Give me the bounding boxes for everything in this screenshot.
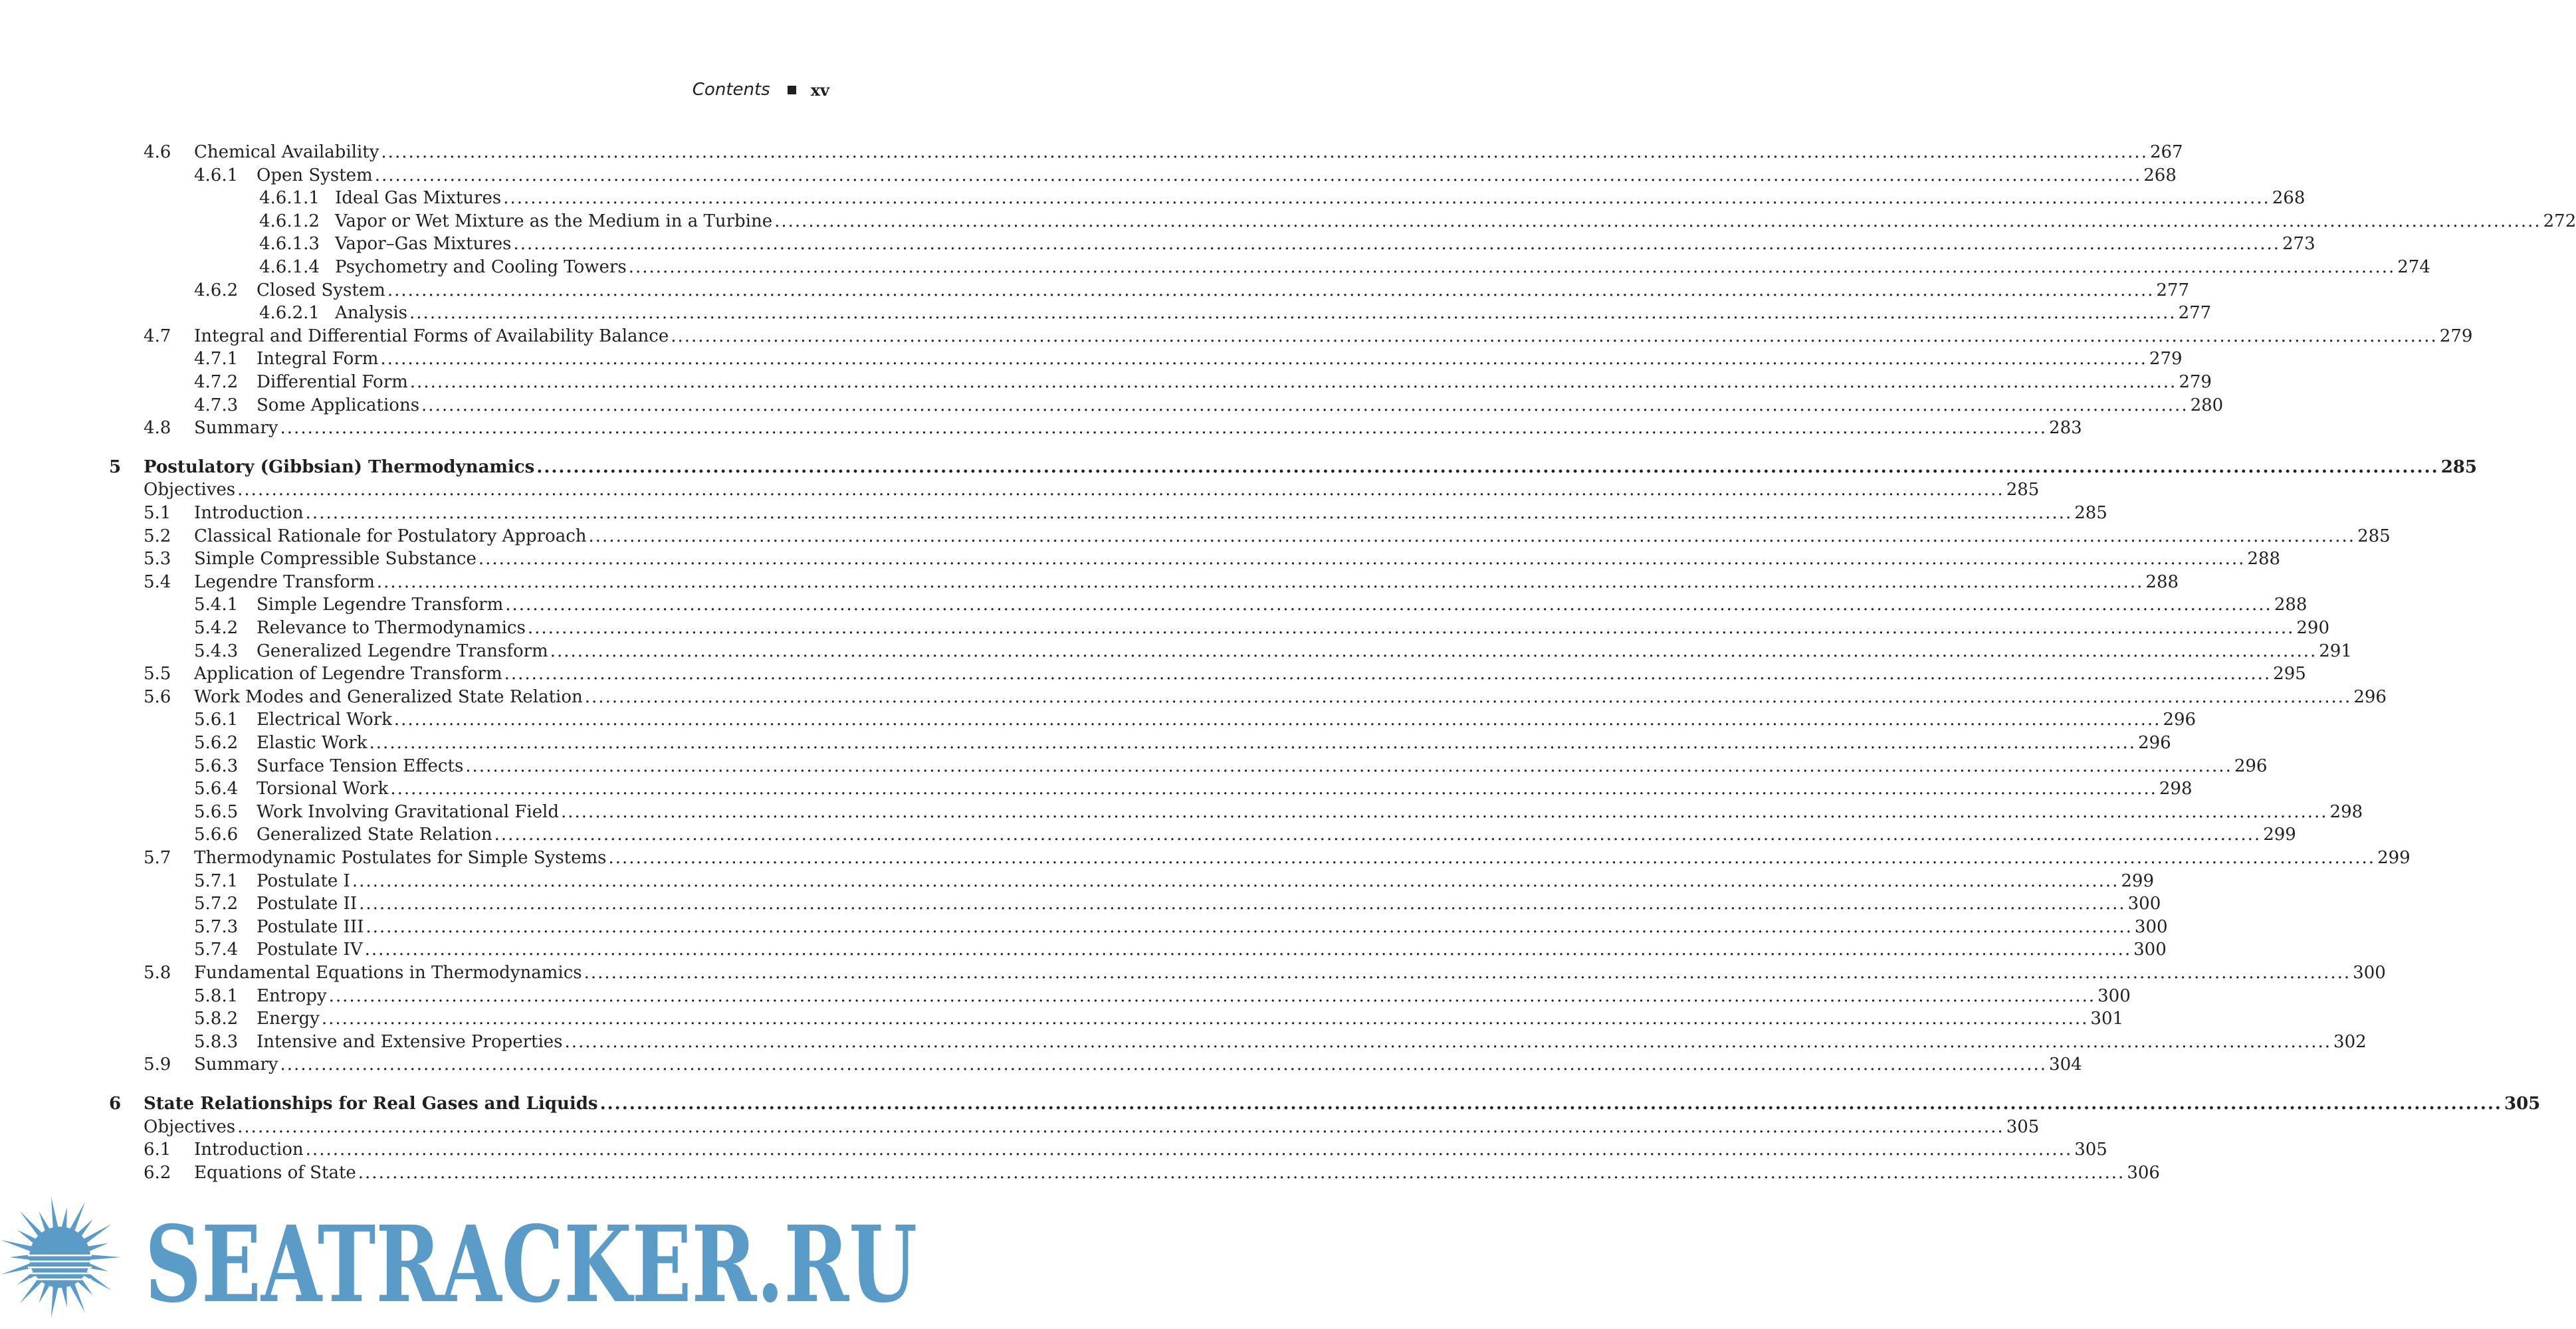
toc-entry[interactable] bbox=[0, 233, 2315, 255]
dot-leader bbox=[377, 571, 2144, 593]
toc-entry-number: 5.8.1 bbox=[194, 985, 239, 1006]
sun-ray bbox=[51, 1286, 58, 1318]
toc-chapter-entry[interactable] bbox=[0, 456, 2477, 478]
toc-entry-page: 285 bbox=[2074, 503, 2107, 523]
toc-entry-number: 4.6.2.1 bbox=[259, 303, 320, 324]
toc-entry-title: Equations of State bbox=[194, 1162, 356, 1183]
dot-leader bbox=[237, 478, 2004, 501]
dot-leader bbox=[409, 302, 2177, 324]
toc-entry[interactable] bbox=[0, 801, 2363, 823]
toc-entry-title: Entropy bbox=[257, 985, 327, 1006]
toc-entry-number: 4.8 bbox=[144, 418, 171, 439]
watermark bbox=[0, 1189, 930, 1329]
dot-leader bbox=[536, 456, 2438, 478]
toc-entry-number: 4.6.1 bbox=[194, 165, 239, 185]
toc-entry-page: 299 bbox=[2263, 825, 2296, 845]
toc-entry-title: Differential Form bbox=[257, 372, 408, 392]
dot-leader bbox=[494, 823, 2262, 846]
toc-entry-title: Generalized Legendre Transform bbox=[257, 641, 548, 661]
toc-entry-number: 5.4 bbox=[144, 571, 171, 592]
toc-entry[interactable] bbox=[0, 371, 2212, 393]
toc-entry-number: 4.6.2 bbox=[194, 280, 239, 300]
toc-entry-title: Postulate IV bbox=[257, 940, 363, 960]
toc-entry-page: 285 bbox=[2357, 526, 2391, 546]
dot-leader bbox=[365, 938, 2132, 961]
toc-entry-number: 5.6.3 bbox=[194, 756, 239, 776]
sun-ray bbox=[70, 1201, 86, 1231]
toc-entry[interactable] bbox=[0, 870, 2155, 892]
toc-entry[interactable] bbox=[0, 985, 2131, 1007]
toc-entry-number: 5.7 bbox=[144, 848, 171, 868]
toc-entry[interactable] bbox=[0, 593, 2308, 616]
sun-ray bbox=[39, 1282, 50, 1303]
sun-ray bbox=[70, 1282, 86, 1312]
toc-entry-page: 290 bbox=[2296, 618, 2330, 638]
toc-entry-page: 279 bbox=[2179, 372, 2212, 392]
toc-entry[interactable] bbox=[0, 210, 2576, 233]
toc-entry[interactable] bbox=[0, 847, 2411, 869]
toc-entry-page: 302 bbox=[2333, 1031, 2367, 1052]
sun-ray bbox=[51, 1197, 58, 1229]
toc-entry-title: State Relationships for Real Gases and Liquids bbox=[144, 1094, 598, 1114]
toc-entry-title: Surface Tension Effects bbox=[257, 756, 464, 776]
toc-entry[interactable] bbox=[0, 617, 2330, 639]
square-bullet-icon bbox=[788, 86, 796, 94]
dot-leader bbox=[565, 1031, 2332, 1053]
toc-entry[interactable] bbox=[0, 823, 2296, 846]
toc-entry-title: Open System bbox=[257, 165, 373, 185]
toc-entry-page: 295 bbox=[2273, 664, 2306, 684]
toc-entry-title: Integral and Differential Forms of Availability Balance bbox=[194, 326, 669, 346]
toc-entry[interactable] bbox=[0, 892, 2161, 915]
toc-entry-page: 305 bbox=[2504, 1094, 2541, 1114]
toc-entry-title: Generalized State Relation bbox=[257, 825, 492, 845]
toc-entry-page: 299 bbox=[2377, 848, 2411, 868]
toc-entry-number: 5.6.1 bbox=[194, 710, 239, 730]
toc-entry-page: 285 bbox=[2006, 480, 2040, 500]
toc-entry-number: 5.6.5 bbox=[194, 801, 239, 822]
toc-entry-page: 272 bbox=[2543, 211, 2576, 231]
sun-ray bbox=[39, 1211, 50, 1232]
toc-entry[interactable] bbox=[0, 256, 2430, 278]
dot-leader bbox=[359, 892, 2126, 915]
dot-leader bbox=[306, 502, 2073, 524]
toc-entry[interactable] bbox=[0, 686, 2387, 708]
toc-entry-number: 5.1 bbox=[144, 503, 171, 523]
toc-entry[interactable] bbox=[0, 571, 2179, 593]
toc-entry-page: 279 bbox=[2439, 326, 2473, 346]
toc-entry-title: Introduction bbox=[194, 503, 304, 523]
header-page-number: xv bbox=[810, 80, 829, 100]
dot-leader bbox=[358, 1162, 2125, 1184]
dot-leader bbox=[381, 141, 2148, 163]
toc-entry-page: 273 bbox=[2282, 234, 2315, 255]
dot-leader bbox=[306, 1138, 2073, 1161]
toc-entry-title: Fundamental Equations in Thermodynamics bbox=[194, 963, 582, 983]
toc-entry-page: 300 bbox=[2133, 940, 2167, 960]
toc-entry-title: Objectives bbox=[144, 1116, 236, 1137]
toc-entry-page: 301 bbox=[2090, 1009, 2124, 1029]
toc-entry-page: 300 bbox=[2097, 985, 2131, 1006]
toc-entry-title: Vapor–Gas Mixtures bbox=[335, 234, 512, 255]
dot-leader bbox=[465, 755, 2232, 777]
sun-ray bbox=[9, 1255, 31, 1260]
toc-entry-title: Summary bbox=[194, 1055, 278, 1075]
dot-leader bbox=[503, 187, 2270, 209]
toc-entry-title: Postulatory (Gibbsian) Thermodynamics bbox=[144, 457, 535, 477]
toc-entry-number: 5.2 bbox=[144, 526, 171, 546]
toc-entry-title: Postulate II bbox=[257, 894, 358, 914]
toc-entry-page: 298 bbox=[2159, 779, 2193, 799]
toc-entry-number: 4.6 bbox=[144, 142, 171, 162]
toc-entry-page: 288 bbox=[2145, 571, 2179, 592]
sun-ray bbox=[1, 1240, 33, 1251]
toc-entry-title: Relevance to Thermodynamics bbox=[257, 618, 526, 638]
dot-leader bbox=[585, 686, 2352, 708]
toc-entry-number: 4.6.1.4 bbox=[259, 257, 320, 277]
toc-entry-title: Elastic Work bbox=[257, 733, 368, 753]
watermark-text: SEATRACKER.RU bbox=[145, 1203, 917, 1326]
toc-entry-page: 277 bbox=[2178, 303, 2212, 324]
sun-ray bbox=[1, 1263, 33, 1275]
dot-leader bbox=[600, 1092, 2502, 1115]
toc-entry-title: Classical Rationale for Postulatory Approach bbox=[194, 526, 587, 546]
toc-entry-number: 5.4.1 bbox=[194, 595, 239, 615]
toc-entry[interactable] bbox=[0, 640, 2352, 663]
toc-entry-number: 5.6.4 bbox=[194, 779, 239, 799]
toc-entry[interactable] bbox=[0, 302, 2212, 324]
toc-entry-title: Work Involving Gravitational Field bbox=[257, 801, 559, 822]
toc-entry-title: Ideal Gas Mixtures bbox=[335, 188, 502, 209]
toc-entry-number: 5.7.1 bbox=[194, 870, 239, 891]
toc-entry[interactable] bbox=[0, 164, 2177, 187]
sun-ray bbox=[87, 1243, 108, 1252]
dot-leader bbox=[380, 348, 2147, 370]
toc-entry[interactable] bbox=[0, 1138, 2107, 1161]
toc-entry[interactable] bbox=[0, 938, 2167, 961]
toc-entry-title: Summary bbox=[194, 418, 278, 439]
toc-entry-page: 300 bbox=[2353, 963, 2386, 983]
toc-entry-page: 267 bbox=[2149, 142, 2183, 162]
sun-ray bbox=[61, 1286, 66, 1307]
dot-leader bbox=[561, 801, 2328, 823]
toc-entry-number: 5.7.4 bbox=[194, 940, 239, 960]
toc-entry-title: Application of Legendre Transform bbox=[194, 664, 502, 684]
toc-entry-number: 5.7.2 bbox=[194, 894, 239, 914]
toc-entry-number: 5.4.2 bbox=[194, 618, 239, 638]
toc-entry-number: 4.6.1.1 bbox=[259, 188, 320, 209]
dot-leader bbox=[584, 962, 2351, 984]
dot-leader bbox=[550, 640, 2317, 663]
dot-leader bbox=[387, 279, 2155, 302]
toc-entry-title: Simple Legendre Transform bbox=[257, 595, 504, 615]
toc-entry-number: 5.8.2 bbox=[194, 1009, 239, 1029]
toc-entry[interactable] bbox=[0, 348, 2183, 370]
dot-leader bbox=[370, 732, 2137, 754]
toc-entry-page: 288 bbox=[2247, 549, 2281, 569]
toc-entry-title: Objectives bbox=[144, 480, 236, 500]
dot-leader bbox=[505, 593, 2272, 616]
toc-entry-number: 5 bbox=[109, 457, 122, 477]
toc-entry-title: Intensive and Extensive Properties bbox=[257, 1031, 563, 1052]
toc-entry[interactable] bbox=[0, 525, 2391, 548]
toc-entry[interactable] bbox=[0, 1007, 2124, 1030]
toc-entry-page: 296 bbox=[2163, 710, 2197, 730]
dot-leader bbox=[513, 233, 2280, 255]
dot-leader bbox=[375, 164, 2142, 187]
toc-entry-page: 285 bbox=[2440, 457, 2477, 477]
toc-entry-page: 268 bbox=[2272, 188, 2306, 209]
toc-entry[interactable] bbox=[0, 548, 2281, 570]
toc-entry-number: 5.8 bbox=[144, 963, 171, 983]
toc-entry-page: 296 bbox=[2234, 756, 2268, 776]
toc-entry-page: 305 bbox=[2074, 1140, 2107, 1160]
toc-entry-page: 291 bbox=[2319, 641, 2352, 661]
toc-entry-title: Some Applications bbox=[257, 395, 420, 415]
toc-entry-number: 5.6.6 bbox=[194, 825, 239, 845]
running-header bbox=[693, 80, 829, 100]
toc-entry-title: Legendre Transform bbox=[194, 571, 375, 592]
toc-entry[interactable] bbox=[0, 478, 2040, 501]
toc-entry-number: 4.7.1 bbox=[194, 349, 239, 369]
toc-entry-title: Thermodynamic Postulates for Simple Systems bbox=[194, 848, 607, 868]
toc-entry-page: 268 bbox=[2143, 165, 2177, 185]
toc-entry[interactable] bbox=[0, 708, 2197, 731]
dot-leader bbox=[237, 1116, 2004, 1138]
toc-entry-page: 306 bbox=[2127, 1162, 2160, 1183]
toc-entry-page: 288 bbox=[2274, 595, 2308, 615]
toc-entry-page: 300 bbox=[2127, 894, 2161, 914]
toc-entry-number: 4.7.2 bbox=[194, 372, 239, 392]
toc-entry-title: Postulate I bbox=[257, 870, 350, 891]
toc-entry-number: 5.3 bbox=[144, 549, 171, 569]
toc-entry-page: 283 bbox=[2049, 418, 2082, 439]
toc-entry-page: 296 bbox=[2353, 686, 2387, 707]
toc-entry-title: Work Modes and Generalized State Relation bbox=[194, 686, 583, 707]
sun-ray bbox=[61, 1207, 66, 1229]
toc-entry[interactable] bbox=[0, 755, 2268, 777]
toc-entry[interactable] bbox=[0, 502, 2107, 524]
toc-entry-page: 280 bbox=[2190, 395, 2224, 415]
toc-entry[interactable] bbox=[0, 141, 2183, 163]
toc-entry-title: Vapor or Wet Mixture as the Medium in a Turbine bbox=[335, 211, 773, 231]
toc-entry-page: 305 bbox=[2006, 1116, 2040, 1137]
toc-entry[interactable] bbox=[0, 394, 2224, 417]
toc-entry-page: 296 bbox=[2138, 733, 2171, 753]
toc-entry-title: Simple Compressible Substance bbox=[194, 549, 477, 569]
toc-entry-number: 5.7.3 bbox=[194, 916, 239, 937]
dot-leader bbox=[410, 371, 2177, 393]
toc-entry[interactable] bbox=[0, 1162, 2160, 1184]
dot-leader bbox=[322, 1007, 2089, 1030]
toc-entry[interactable] bbox=[0, 325, 2473, 348]
toc-entry-number: 4.6.1.2 bbox=[259, 211, 320, 231]
toc-entry[interactable] bbox=[0, 777, 2193, 800]
dot-leader bbox=[609, 847, 2376, 869]
dot-leader bbox=[671, 325, 2438, 348]
dot-leader bbox=[394, 708, 2161, 731]
toc-entry-page: 277 bbox=[2156, 280, 2190, 300]
toc-entry-title: Energy bbox=[257, 1009, 320, 1029]
dot-leader bbox=[390, 777, 2157, 800]
toc-entry-page: 274 bbox=[2397, 257, 2430, 277]
toc-entry-number: 6.2 bbox=[144, 1162, 171, 1183]
toc-entry-number: 5.4.3 bbox=[194, 641, 239, 661]
toc-entry-page: 304 bbox=[2049, 1055, 2082, 1075]
dot-leader bbox=[589, 525, 2356, 548]
toc-entry[interactable] bbox=[0, 279, 2190, 302]
toc-entry-page: 298 bbox=[2329, 801, 2363, 822]
toc-entry-title: Torsional Work bbox=[257, 779, 389, 799]
dot-leader bbox=[329, 985, 2096, 1007]
toc-entry-number: 6.1 bbox=[144, 1140, 171, 1160]
toc-entry-number: 4.7 bbox=[144, 326, 171, 346]
dot-leader bbox=[280, 417, 2047, 439]
sun-logo-icon bbox=[1, 1197, 121, 1318]
toc-entry-number: 5.5 bbox=[144, 664, 171, 684]
toc-entry-title: Chemical Availability bbox=[194, 142, 379, 162]
toc-entry-title: Introduction bbox=[194, 1140, 304, 1160]
dot-leader bbox=[280, 1053, 2047, 1076]
toc-entry-title: Psychometry and Cooling Towers bbox=[335, 257, 627, 277]
toc-entry[interactable] bbox=[0, 187, 2306, 209]
toc-entry[interactable] bbox=[0, 1116, 2040, 1138]
dot-leader bbox=[504, 663, 2272, 685]
toc-entry-number: 5.6.2 bbox=[194, 733, 239, 753]
toc-entry[interactable] bbox=[0, 962, 2386, 984]
dot-leader bbox=[366, 916, 2133, 938]
toc-entry-number: 6 bbox=[109, 1094, 122, 1114]
toc-entry-number: 5.6 bbox=[144, 686, 171, 707]
toc-entry-number: 5.9 bbox=[144, 1055, 171, 1075]
toc-entry-number: 4.7.3 bbox=[194, 395, 239, 415]
dot-leader bbox=[479, 548, 2246, 570]
toc-entry-number: 4.6.1.3 bbox=[259, 234, 320, 255]
dot-leader bbox=[421, 394, 2189, 417]
toc-entry-page: 299 bbox=[2121, 870, 2155, 891]
toc-entry[interactable] bbox=[0, 732, 2171, 754]
sun-ray bbox=[89, 1255, 121, 1260]
dot-leader bbox=[774, 210, 2541, 233]
dot-leader bbox=[528, 617, 2295, 639]
toc-entry-title: Integral Form bbox=[257, 349, 379, 369]
toc-entry[interactable] bbox=[0, 417, 2082, 439]
toc-entry[interactable] bbox=[0, 663, 2306, 685]
toc-entry-title: Analysis bbox=[335, 303, 408, 324]
toc-entry[interactable] bbox=[0, 1031, 2367, 1053]
toc-chapter-entry[interactable] bbox=[0, 1092, 2541, 1115]
toc-entry-title: Postulate III bbox=[257, 916, 364, 937]
toc-entry-number: 5.8.3 bbox=[194, 1031, 239, 1052]
dot-leader bbox=[352, 870, 2119, 892]
toc-entry-page: 300 bbox=[2134, 916, 2168, 937]
toc-entry-title: Electrical Work bbox=[257, 710, 392, 730]
header-label: Contents bbox=[692, 80, 770, 100]
dot-leader bbox=[629, 256, 2396, 278]
toc-entry-title: Closed System bbox=[257, 280, 385, 300]
toc-entry[interactable] bbox=[0, 1053, 2082, 1076]
toc-entry[interactable] bbox=[0, 916, 2168, 938]
toc-entry-page: 279 bbox=[2149, 349, 2183, 369]
